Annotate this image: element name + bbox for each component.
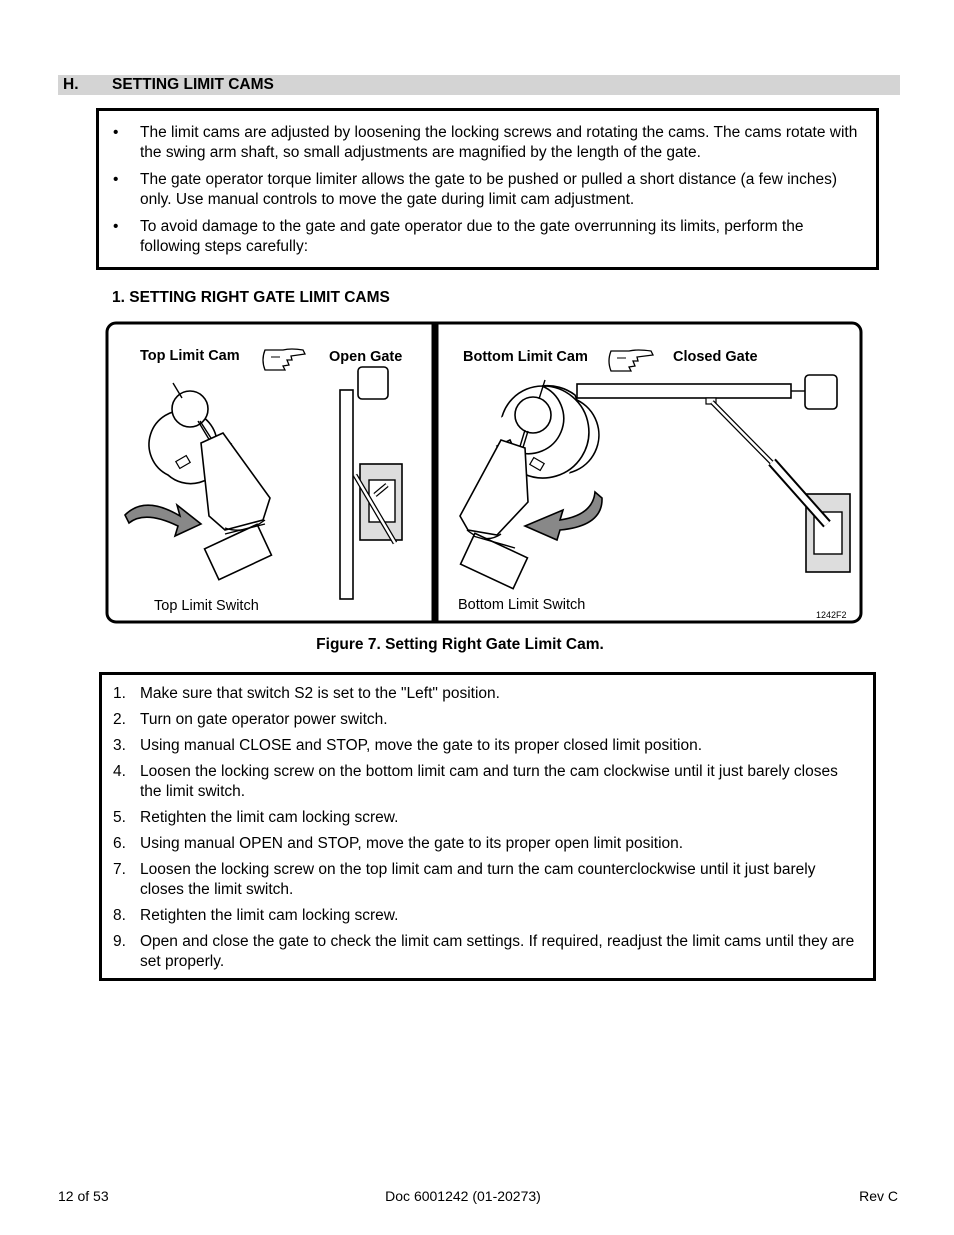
bullet-icon: • bbox=[113, 124, 119, 141]
procedure-list bbox=[102, 684, 873, 978]
page-number: 12 of 53 bbox=[58, 1188, 109, 1204]
top-limit-switch-label: Top Limit Switch bbox=[154, 598, 259, 614]
bullet-icon: • bbox=[113, 218, 119, 235]
section-number: H. bbox=[63, 76, 79, 93]
figure-7 bbox=[105, 320, 863, 625]
figure-code: 1242F2 bbox=[816, 610, 847, 620]
list-item: 3. Using manual CLOSE and STOP, move the gate to its proper closed limit position. bbox=[113, 737, 703, 754]
subsection-title: 1. SETTING RIGHT GATE LIMIT CAMS bbox=[112, 289, 390, 306]
list-item: 8. Retighten the limit cam locking screw. bbox=[113, 907, 399, 924]
list-item: 7. Loosen the locking screw on the top limit cam and turn the cam counterclockwise until it just barely closes the limit switch. bbox=[113, 861, 816, 898]
list-item: 2. Turn on gate operator power switch. bbox=[113, 711, 388, 728]
bottom-limit-switch-label: Bottom Limit Switch bbox=[458, 597, 586, 613]
list-item: • The gate operator torque limiter allows the gate to be pushed or pulled a short distance (a few inches) only. Use manual controls to move the gate during limit cam adjustment. bbox=[113, 171, 838, 208]
notes-list bbox=[99, 123, 876, 264]
bullet-icon: • bbox=[113, 171, 119, 188]
document-number: Doc 6001242 (01-20273) bbox=[385, 1188, 541, 1204]
revision: Rev C bbox=[859, 1188, 898, 1204]
list-item: 4. Loosen the locking screw on the bottom limit cam and turn the cam clockwise until it just barely closes the limit switch. bbox=[113, 763, 838, 800]
bottom-limit-cam-label: Bottom Limit Cam bbox=[463, 349, 588, 365]
figure-caption: Figure 7. Setting Right Gate Limit Cam. bbox=[316, 636, 604, 653]
open-gate-label: Open Gate bbox=[329, 349, 403, 365]
notes-box bbox=[96, 108, 879, 270]
list-item: • The limit cams are adjusted by loosening the locking screws and rotating the cams. The cams rotate with the swing arm shaft, so small adjustments are magnified by the length of the gate. bbox=[113, 124, 858, 161]
list-item: 1. Make sure that switch S2 is set to the "Left" position. bbox=[113, 685, 500, 702]
list-item: 6. Using manual OPEN and STOP, move the gate to its proper open limit position. bbox=[113, 835, 684, 852]
list-item: • To avoid damage to the gate and gate operator due to the gate overrunning its limits, perform the following steps carefully: bbox=[113, 218, 804, 255]
top-limit-cam-label: Top Limit Cam bbox=[140, 348, 240, 364]
procedure-box bbox=[99, 672, 876, 981]
section-header bbox=[58, 75, 900, 95]
section-title: SETTING LIMIT CAMS bbox=[112, 76, 274, 93]
list-item: 5. Retighten the limit cam locking screw. bbox=[113, 809, 399, 826]
list-item: 9. Open and close the gate to check the limit cam settings. If required, readjust the limit cams until they are set properly. bbox=[113, 933, 855, 970]
closed-gate-label: Closed Gate bbox=[673, 349, 758, 365]
